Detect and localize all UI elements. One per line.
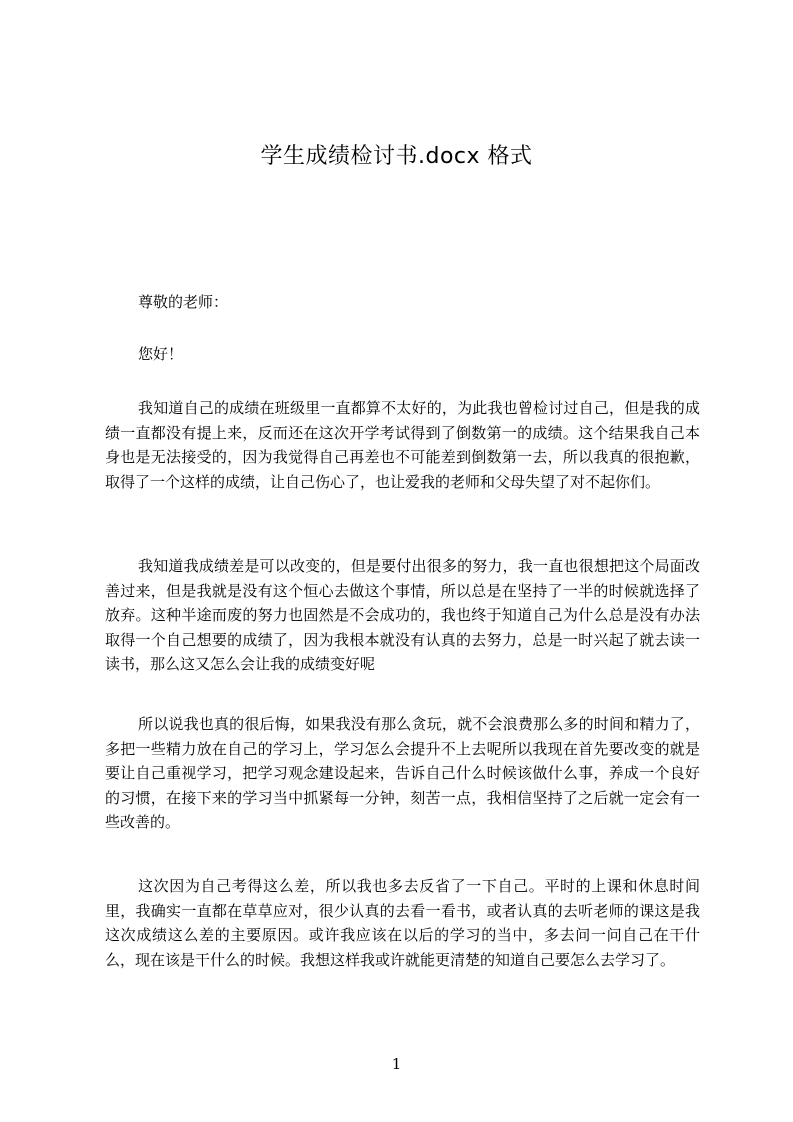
paragraph-block-3	[105, 712, 700, 835]
greeting-line: 尊敬的老师：	[138, 293, 229, 311]
paragraph-block-2	[105, 554, 700, 677]
paragraph-block-1	[105, 396, 700, 494]
page-number: 1	[391, 1055, 402, 1073]
body-paragraph: 我知道我成绩差是可以改变的，但是要付出很多的努力，我一直也很想把这个局面改善过来，但是我就是没有这个恒心去做这个事情，所以总是在坚持了一半的时候就选择了放弃。这种半途而废的努力也固然是不会成功的，我也终于知道自己为什么总是没有办法取得一个自己想要的成绩了，因为我根本就没有认真的去努力，总是一时兴起了就去读一读书，那么这又怎么会让我的成绩变好呢	[105, 557, 700, 673]
hello-line: 您好！	[138, 345, 184, 363]
body-paragraph: 所以说我也真的很后悔，如果我没有那么贪玩，就不会浪费那么多的时间和精力了，多把一些精力放在自己的学习上，学习怎么会提升不上去呢所以我现在首先要改变的就是要让自己重视学习，把学习观念建设起来，告诉自己什么时候该做什么事，养成一个良好的习惯，在接下来的学习当中抓紧每一分钟，刻苦一点，我相信坚持了之后就一定会有一些改善的。	[105, 715, 700, 831]
document-title: 学生成绩检讨书.docx 格式	[260, 144, 533, 169]
body-paragraph: 我知道自己的成绩在班级里一直都算不太好的，为此我也曾检讨过自己，但是我的成绩一直都没有提上来，反而还在这次开学考试得到了倒数第一的成绩。这个结果我自己本身也是无法接受的，因为我觉得自己再差也不可能差到倒数第一去，所以我真的很抱歉，取得了一个这样的成绩，让自己伤心了，也让爱我的老师和父母失望了对不起你们。	[105, 399, 700, 491]
paragraph-block-4	[105, 874, 700, 972]
body-paragraph: 这次因为自己考得这么差，所以我也多去反省了一下自己。平时的上课和休息时间里，我确实一直都在草草应对，很少认真的去看一看书，或者认真的去听老师的课这是我这次成绩这么差的主要原因。或许我应该在以后的学习的当中，多去问一问自己在干什么，现在该是干什么的时候。我想这样我或许就能更清楚的知道自己要怎么去学习了。	[105, 877, 700, 969]
